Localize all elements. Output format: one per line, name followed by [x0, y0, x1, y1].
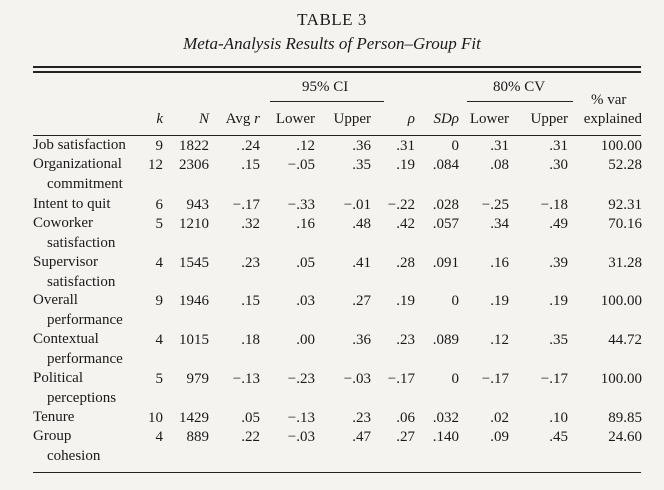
table-cell-cv-lower: .31	[490, 138, 509, 154]
table-cell-k: 4	[155, 332, 163, 348]
row-label-line1: Intent to quit	[33, 196, 111, 212]
table-cell-k: 9	[155, 138, 163, 154]
table-cell-sd-rho: 0	[451, 371, 459, 387]
table-cell-k: 5	[155, 371, 163, 387]
table-cell-avg-r: −.17	[232, 197, 260, 213]
row-label	[33, 253, 173, 292]
table-cell-ci-upper: .36	[352, 138, 371, 154]
row-label-line2: satisfaction	[47, 234, 116, 251]
table-cell-avg-r: .23	[241, 255, 260, 271]
row-label-line1: Organizational	[33, 156, 122, 172]
table-cell-ci-lower: .05	[296, 255, 315, 271]
cv-group-header: 80% CV	[493, 79, 546, 95]
table-cell-pct-var: 92.31	[608, 197, 642, 213]
table-cell-cv-upper: .45	[549, 429, 568, 445]
table-cell-rho: .42	[396, 216, 415, 232]
table-cell-sd-rho: .140	[432, 429, 459, 445]
ci-group-header: 95% CI	[302, 79, 349, 95]
table-cell-rho: .31	[396, 138, 415, 154]
row-label-line2: cohesion	[47, 447, 101, 464]
table-cell-k: 6	[155, 197, 163, 213]
table-cell-cv-upper: −.18	[540, 197, 568, 213]
table-cell-N: 1822	[179, 138, 209, 154]
column-header-7: Lower	[469, 111, 509, 127]
table-cell-rho: −.22	[387, 197, 415, 213]
table-cell-pct-var: 70.16	[608, 216, 642, 232]
table-cell-cv-upper: .35	[549, 332, 568, 348]
row-label-line1: Coworker	[33, 215, 93, 231]
table-cell-cv-lower: .12	[490, 332, 509, 348]
table-cell-cv-upper: .19	[549, 293, 568, 309]
table-cell-ci-lower: −.03	[287, 429, 315, 445]
table-cell-ci-lower: −.33	[287, 197, 315, 213]
table-cell-k: 4	[155, 255, 163, 271]
table-cell-N: 1429	[179, 410, 209, 426]
table-cell-sd-rho: .084	[432, 157, 459, 173]
table-cell-N: 979	[186, 371, 209, 387]
table-cell-pct-var: 100.00	[600, 293, 642, 309]
table-cell-ci-lower: −.13	[287, 410, 315, 426]
table-cell-N: 889	[186, 429, 209, 445]
column-header-5: ρ	[407, 111, 415, 127]
table-number: TABLE 3	[297, 10, 367, 29]
table-cell-avg-r: .32	[241, 216, 260, 232]
table-cell-ci-upper: .23	[352, 410, 371, 426]
table-cell-avg-r: .22	[241, 429, 260, 445]
table-cell-N: 1210	[179, 216, 209, 232]
ci-group-rule	[270, 101, 384, 102]
table-cell-sd-rho: .091	[432, 255, 459, 271]
row-label	[33, 291, 173, 330]
table-cell-rho: .19	[396, 157, 415, 173]
column-header-0: k	[156, 111, 163, 127]
table-cell-ci-lower: .00	[296, 332, 315, 348]
table-cell-sd-rho: 0	[451, 138, 459, 154]
table-cell-N: 1946	[179, 293, 209, 309]
row-label-line2: performance	[47, 311, 123, 328]
table-cell-avg-r: .15	[241, 293, 260, 309]
table-cell-ci-upper: −.01	[343, 197, 371, 213]
bottom-rule	[33, 472, 641, 473]
table-cell-avg-r: −.13	[232, 371, 260, 387]
table-cell-ci-upper: .36	[352, 332, 371, 348]
table-cell-pct-var: 89.85	[608, 410, 642, 426]
table-cell-sd-rho: .032	[432, 410, 459, 426]
table-cell-N: 1545	[179, 255, 209, 271]
table-cell-cv-lower: .08	[490, 157, 509, 173]
row-label	[33, 427, 173, 466]
table-cell-k: 4	[155, 429, 163, 445]
row-label-line2: performance	[47, 350, 123, 367]
row-label-line1: Group	[33, 428, 72, 444]
table-cell-rho: .27	[396, 429, 415, 445]
row-label-line1: Tenure	[33, 409, 75, 425]
table-cell-avg-r: .24	[241, 138, 260, 154]
table-cell-ci-lower: −.23	[287, 371, 315, 387]
row-label-line2: satisfaction	[47, 273, 116, 290]
column-header-9: explained	[583, 111, 642, 127]
table-cell-k: 10	[148, 410, 163, 426]
table-cell-avg-r: .18	[241, 332, 260, 348]
table-cell-sd-rho: .028	[432, 197, 459, 213]
table-cell-cv-lower: .19	[490, 293, 509, 309]
table-cell-rho: .19	[396, 293, 415, 309]
table-cell-cv-upper: .30	[549, 157, 568, 173]
table-cell-ci-lower: −.05	[287, 157, 315, 173]
row-label-line1: Supervisor	[33, 254, 98, 270]
row-label	[33, 330, 173, 369]
row-label	[33, 369, 173, 408]
table-cell-sd-rho: .089	[432, 332, 459, 348]
table-cell-ci-lower: .16	[296, 216, 315, 232]
table-cell-ci-lower: .03	[296, 293, 315, 309]
pct-var-header: % var	[591, 92, 627, 108]
table-cell-ci-upper: .47	[352, 429, 371, 445]
table-cell-rho: .06	[396, 410, 415, 426]
table-cell-k: 9	[155, 293, 163, 309]
table-cell-k: 12	[148, 157, 163, 173]
table-cell-pct-var: 31.28	[608, 255, 642, 271]
table-cell-pct-var: 100.00	[600, 371, 642, 387]
table-cell-ci-upper: .27	[352, 293, 371, 309]
cv-group-rule	[467, 101, 573, 102]
row-label	[33, 136, 173, 156]
top-rule	[33, 66, 641, 68]
table-cell-pct-var: 24.60	[608, 429, 642, 445]
table-cell-rho: .28	[396, 255, 415, 271]
table-cell-avg-r: .05	[241, 410, 260, 426]
table-cell-sd-rho: .057	[432, 216, 459, 232]
row-label-line1: Overall	[33, 292, 78, 308]
table-cell-cv-upper: .31	[549, 138, 568, 154]
table-cell-pct-var: 100.00	[600, 138, 642, 154]
table-cell-cv-lower: .02	[490, 410, 509, 426]
table-cell-ci-lower: .12	[296, 138, 315, 154]
column-header-3: Lower	[275, 111, 315, 127]
table-cell-rho: .23	[396, 332, 415, 348]
table-cell-cv-lower: −.17	[481, 371, 509, 387]
row-label	[33, 214, 173, 253]
table-cell-pct-var: 52.28	[608, 157, 642, 173]
table-cell-cv-lower: .16	[490, 255, 509, 271]
table-cell-cv-upper: .49	[549, 216, 568, 232]
row-label-line2: perceptions	[47, 389, 117, 406]
table-cell-cv-lower: −.25	[481, 197, 509, 213]
table-cell-avg-r: .15	[241, 157, 260, 173]
table-cell-pct-var: 44.72	[608, 332, 642, 348]
table-cell-ci-upper: .35	[352, 157, 371, 173]
table-cell-ci-upper: .41	[352, 255, 371, 271]
top-rule-2	[33, 71, 641, 73]
row-label-line1: Contextual	[33, 331, 99, 347]
row-label-line1: Political	[33, 370, 83, 386]
table-cell-cv-upper: .10	[549, 410, 568, 426]
column-header-6: SDρ	[433, 111, 459, 127]
table-cell-sd-rho: 0	[451, 293, 459, 309]
table-cell-N: 943	[186, 197, 209, 213]
table-cell-cv-upper: .39	[549, 255, 568, 271]
table-cell-N: 2306	[179, 157, 209, 173]
column-header-4: Upper	[333, 111, 371, 127]
table-cell-k: 5	[155, 216, 163, 232]
column-header-1: N	[198, 111, 209, 127]
column-header-2: Avg r	[225, 111, 260, 127]
table-cell-ci-upper: .48	[352, 216, 371, 232]
row-label	[33, 195, 173, 215]
column-header-8: Upper	[530, 111, 568, 127]
table-cell-cv-upper: −.17	[540, 371, 568, 387]
table-cell-rho: −.17	[387, 371, 415, 387]
table-cell-cv-lower: .34	[490, 216, 509, 232]
row-label-line2: commitment	[47, 175, 123, 192]
table-cell-N: 1015	[179, 332, 209, 348]
table-title: Meta-Analysis Results of Person–Group Fit	[183, 34, 481, 53]
table-cell-ci-upper: −.03	[343, 371, 371, 387]
table-cell-cv-lower: .09	[490, 429, 509, 445]
row-label-line1: Job satisfaction	[33, 137, 126, 153]
